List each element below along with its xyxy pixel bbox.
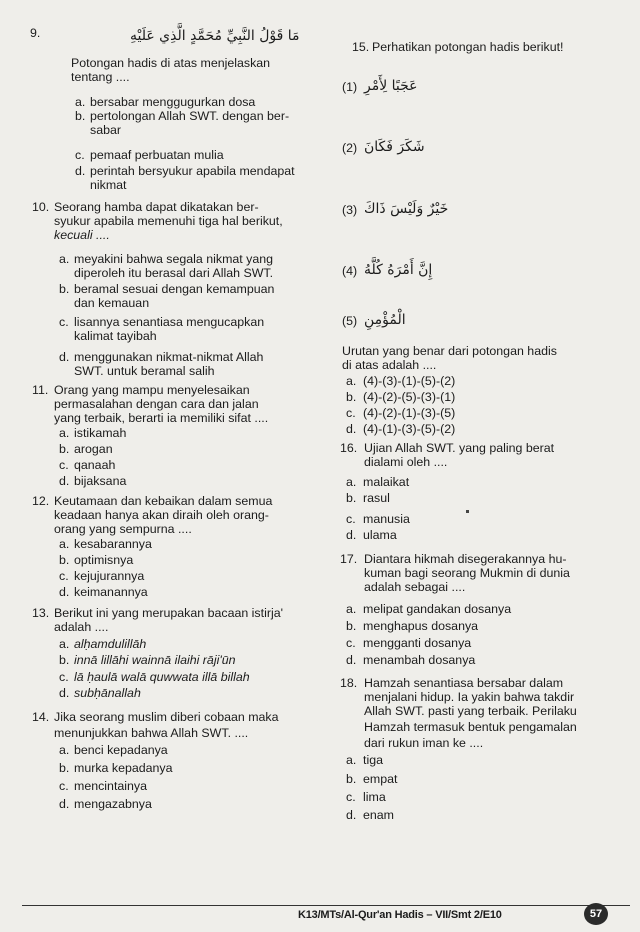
- option-letter: b.: [75, 109, 86, 123]
- option-text: innā lillāhi wainnā ilaihi rāji'ūn: [74, 653, 236, 667]
- option-text: kejujurannya: [74, 569, 145, 583]
- question-stem: menjalani hidup. Ia yakin bahwa takdir: [364, 690, 575, 704]
- fragment-arabic: شَكَرَ فَكَانَ: [364, 139, 425, 155]
- question-number: 9.: [30, 26, 41, 40]
- question-stem: Potongan hadis di atas menjelaskan: [71, 56, 271, 70]
- question-stem: yang terbaik, berarti ia memiliki sifat ....: [54, 411, 269, 425]
- fragment-label: (2): [342, 141, 358, 155]
- option-text: (4)-(2)-(5)-(3)-(1): [363, 390, 456, 404]
- option-text: (4)-(2)-(1)-(3)-(5): [363, 406, 456, 420]
- question-stem: Hamzah senantiasa bersabar dalam: [364, 676, 564, 690]
- option-text: ulama: [363, 528, 397, 542]
- question-number: 18.: [340, 676, 358, 690]
- question-instruction: di atas adalah ....: [342, 358, 437, 372]
- option-letter: a.: [75, 95, 86, 109]
- question-stem: kecuali ....: [54, 228, 110, 242]
- option-text: melipat gandakan dosanya: [363, 602, 512, 616]
- option-letter: a.: [346, 475, 357, 489]
- question-number: 12.: [32, 494, 50, 508]
- question-stem: Diantara hikmah disegerakannya hu-: [364, 552, 567, 566]
- option-text: SWT. untuk beramal salih: [74, 364, 215, 378]
- question-stem: permasalahan dengan cara dan jalan: [54, 397, 259, 411]
- option-text: lima: [363, 790, 386, 804]
- option-text: rasul: [363, 491, 390, 505]
- question-stem: orang yang sempurna ....: [54, 522, 192, 536]
- fragment-arabic: عَجَبًا لِأَمْرِ: [364, 78, 418, 94]
- option-text: bersabar menggugurkan dosa: [90, 95, 256, 109]
- option-letter: d.: [346, 528, 357, 542]
- option-text: arogan: [74, 442, 113, 456]
- option-text: benci kepadanya: [74, 743, 168, 757]
- question-stem: dari rukun iman ke ....: [364, 736, 484, 750]
- question-stem: dialami oleh ....: [364, 455, 448, 469]
- question-stem: kuman bagi seorang Mukmin di dunia: [364, 566, 570, 580]
- option-letter: c.: [59, 569, 69, 583]
- option-letter: b.: [346, 772, 357, 786]
- option-letter: c.: [59, 315, 69, 329]
- option-text: manusia: [363, 512, 410, 526]
- option-text: menghapus dosanya: [363, 619, 479, 633]
- option-letter: d.: [346, 808, 357, 822]
- option-letter: b.: [346, 619, 357, 633]
- stray-mark: [466, 510, 469, 513]
- option-text: dan kemauan: [74, 296, 150, 310]
- option-letter: c.: [59, 458, 69, 472]
- option-letter: d.: [59, 350, 70, 364]
- option-text: murka kepadanya: [74, 761, 173, 775]
- question-number: 17.: [340, 552, 358, 566]
- option-letter: c.: [59, 670, 69, 684]
- question-stem: Seorang hamba dapat dikatakan ber-: [54, 200, 259, 214]
- option-text: subḥānallah: [74, 686, 141, 700]
- option-text: malaikat: [363, 475, 410, 489]
- fragment-arabic: إِنَّ أَمْرَهُ كُلَّهُ: [364, 262, 433, 278]
- option-text: mengganti dosanya: [363, 636, 472, 650]
- option-letter: a.: [59, 743, 70, 757]
- footer-divider: [22, 905, 630, 906]
- option-text: optimisnya: [74, 553, 134, 567]
- option-letter: a.: [346, 374, 357, 388]
- question-number: 16.: [340, 441, 358, 455]
- question-stem: Allah SWT. pasti yang terbaik. Perilaku: [364, 704, 577, 718]
- question-number: 13.: [32, 606, 50, 620]
- option-letter: b.: [59, 761, 70, 775]
- option-letter: c.: [346, 512, 356, 526]
- question-number: 15.: [352, 40, 370, 54]
- option-text: nikmat: [90, 178, 127, 192]
- question-stem: adalah sebagai ....: [364, 580, 466, 594]
- option-letter: b.: [59, 653, 70, 667]
- question-number: 14.: [32, 710, 50, 724]
- question-stem: Ujian Allah SWT. yang paling berat: [364, 441, 555, 455]
- option-text: menggunakan nikmat-nikmat Allah: [74, 350, 264, 364]
- option-letter: d.: [59, 686, 70, 700]
- question-stem: syukur apabila memenuhi tiga hal berikut,: [54, 214, 283, 228]
- option-letter: c.: [346, 636, 356, 650]
- question-stem: Hamzah termasuk bentuk pengamalan: [364, 720, 577, 734]
- option-letter: c.: [346, 406, 356, 420]
- option-letter: b.: [346, 390, 357, 404]
- option-text: istikamah: [74, 426, 127, 440]
- question-stem: Jika seorang muslim diberi cobaan maka: [54, 710, 279, 724]
- option-letter: b.: [59, 442, 70, 456]
- option-letter: d.: [346, 422, 357, 436]
- option-letter: a.: [59, 426, 70, 440]
- option-text: diperoleh itu berasal dari Allah SWT.: [74, 266, 274, 280]
- option-text: mengazabnya: [74, 797, 152, 811]
- option-text: tiga: [363, 753, 383, 767]
- option-letter: c.: [75, 148, 85, 162]
- fragment-arabic: الْمُؤْمِنِ: [364, 312, 406, 328]
- question-stem: menunjukkan bahwa Allah SWT. ....: [54, 726, 249, 740]
- option-text: kesabarannya: [74, 537, 152, 551]
- question-number: 10.: [32, 200, 50, 214]
- question-stem: Perhatikan potongan hadis berikut!: [372, 40, 564, 54]
- fragment-label: (5): [342, 314, 358, 328]
- option-letter: d.: [59, 585, 70, 599]
- option-letter: c.: [59, 779, 69, 793]
- option-letter: a.: [346, 753, 357, 767]
- option-letter: a.: [59, 637, 70, 651]
- option-text: enam: [363, 808, 394, 822]
- option-text: pemaaf perbuatan mulia: [90, 148, 224, 162]
- option-letter: a.: [59, 537, 70, 551]
- option-letter: d.: [59, 797, 70, 811]
- option-letter: d.: [75, 164, 86, 178]
- question-stem: keadaan hanya akan diraih oleh orang-: [54, 508, 269, 522]
- question-instruction: Urutan yang benar dari potongan hadis: [342, 344, 557, 358]
- option-letter: a.: [59, 252, 70, 266]
- option-text: beramal sesuai dengan kemampuan: [74, 282, 275, 296]
- option-text: menambah dosanya: [363, 653, 476, 667]
- option-text: mencintainya: [74, 779, 148, 793]
- option-letter: c.: [346, 790, 356, 804]
- option-letter: d.: [59, 474, 70, 488]
- option-text: bijaksana: [74, 474, 127, 488]
- fragment-label: (3): [342, 203, 358, 217]
- fragment-arabic: خَيْرٌ وَلَيْسَ ذَاكَ: [364, 201, 449, 217]
- hadith-arabic-text: مَا قَوْلُ النَّبِيِّ مُحَمَّدٍ الَّذِي عَلَيْهِ: [130, 28, 300, 44]
- option-text: meyakini bahwa segala nikmat yang: [74, 252, 274, 266]
- option-text: sabar: [90, 123, 121, 137]
- question-stem: Orang yang mampu menyelesaikan: [54, 383, 250, 397]
- option-letter: b.: [59, 553, 70, 567]
- option-letter: b.: [59, 282, 70, 296]
- footer-book-code: K13/MTs/Al-Qur'an Hadis – VII/Smt 2/E10: [298, 909, 502, 921]
- fragment-label: (4): [342, 264, 358, 278]
- option-text: lā ḥaulā walā quwwata illā billah: [74, 670, 250, 684]
- page-number-badge: 57: [584, 903, 608, 925]
- fragment-label: (1): [342, 80, 358, 94]
- question-stem: Berikut ini yang merupakan bacaan istirja': [54, 606, 283, 620]
- option-text: lisannya senantiasa mengucapkan: [74, 315, 265, 329]
- option-letter: b.: [346, 491, 357, 505]
- option-text: empat: [363, 772, 398, 786]
- option-text: (4)-(1)-(3)-(5)-(2): [363, 422, 456, 436]
- option-text: perintah bersyukur apabila mendapat: [90, 164, 295, 178]
- option-letter: a.: [346, 602, 357, 616]
- question-number: 11.: [32, 383, 49, 397]
- question-stem: tentang ....: [71, 70, 130, 84]
- option-letter: d.: [346, 653, 357, 667]
- option-text: keimanannya: [74, 585, 148, 599]
- option-text: qanaah: [74, 458, 116, 472]
- question-stem: adalah ....: [54, 620, 109, 634]
- option-text: (4)-(3)-(1)-(5)-(2): [363, 374, 456, 388]
- option-text: kalimat tayibah: [74, 329, 157, 343]
- option-text: pertolongan Allah SWT. dengan ber-: [90, 109, 290, 123]
- question-stem: Keutamaan dan kebaikan dalam semua: [54, 494, 273, 508]
- option-text: alḥamdulillāh: [74, 637, 147, 651]
